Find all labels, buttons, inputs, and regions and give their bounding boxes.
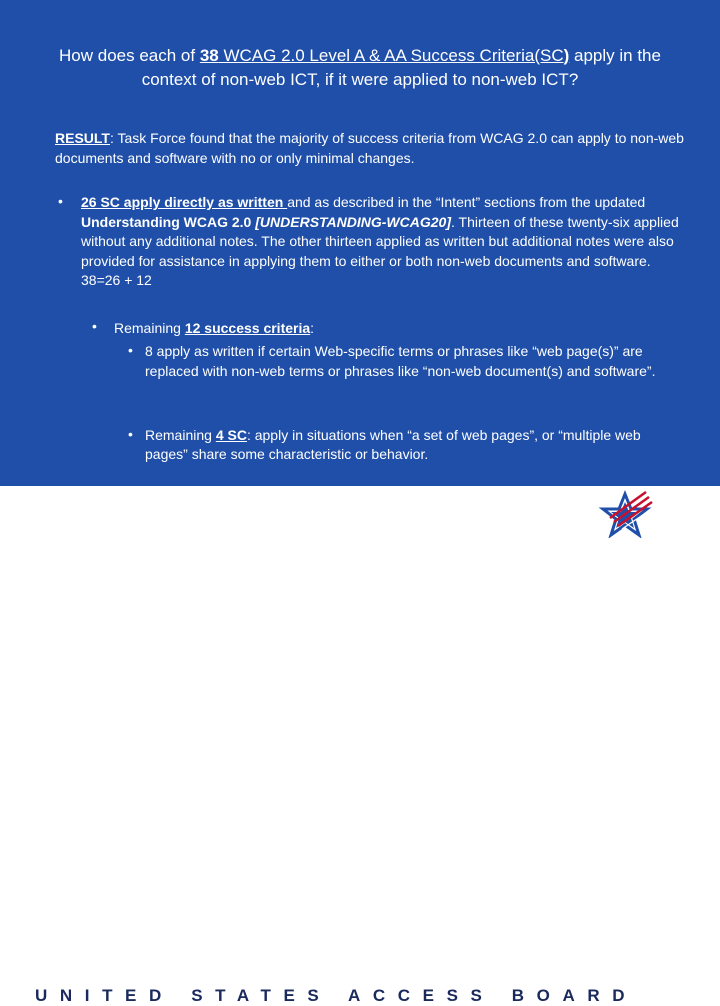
bullet-4-sc: Remaining 4 SC: apply in situations when “a set of web pages”, or “multiple web pages” share some characteristic or behavior. [145, 427, 641, 462]
result-label: RESULT [55, 130, 110, 146]
bullet-marker: • [128, 426, 133, 442]
bullet-marker: • [92, 318, 97, 334]
result-paragraph: RESULT: Task Force found that the majority of success criteria from WCAG 2.0 can apply to non-web documents and software with no or only minimal changes. [55, 130, 684, 166]
slide-title: How does each of 38 WCAG 2.0 Level A & AA Success Criteria(SC) apply in the context of non-web ICT, if it were applied to non-web ICT? [59, 46, 661, 89]
bullet-marker: • [58, 193, 63, 209]
title-count: 38 [199, 46, 219, 65]
content-panel [0, 0, 720, 486]
bullet-26-sc: 26 SC apply directly as written and as described in the “Intent” sections from the updated Understanding WCAG 2.0 [UNDERSTANDING-WCAG20]. Thirteen of these twenty-six applied without any additional notes. The other thirteen applied as written but additional notes were also provided for assistance in applying them to either or both non-web documents and software. 38=26 + 12 [81, 194, 679, 288]
bullet-marker: • [128, 342, 133, 358]
bullet-remaining-12: Remaining 12 success criteria: [114, 320, 315, 336]
footer-org-name: UNITED STATES ACCESS BOARD [35, 986, 638, 1005]
bullet-8-apply: 8 apply as written if certain Web-specific terms or phrases like “web page(s)” are replaced with non-web terms or phrases like “non-web document(s) and software”. [145, 343, 656, 379]
star-logo-icon [596, 488, 654, 538]
